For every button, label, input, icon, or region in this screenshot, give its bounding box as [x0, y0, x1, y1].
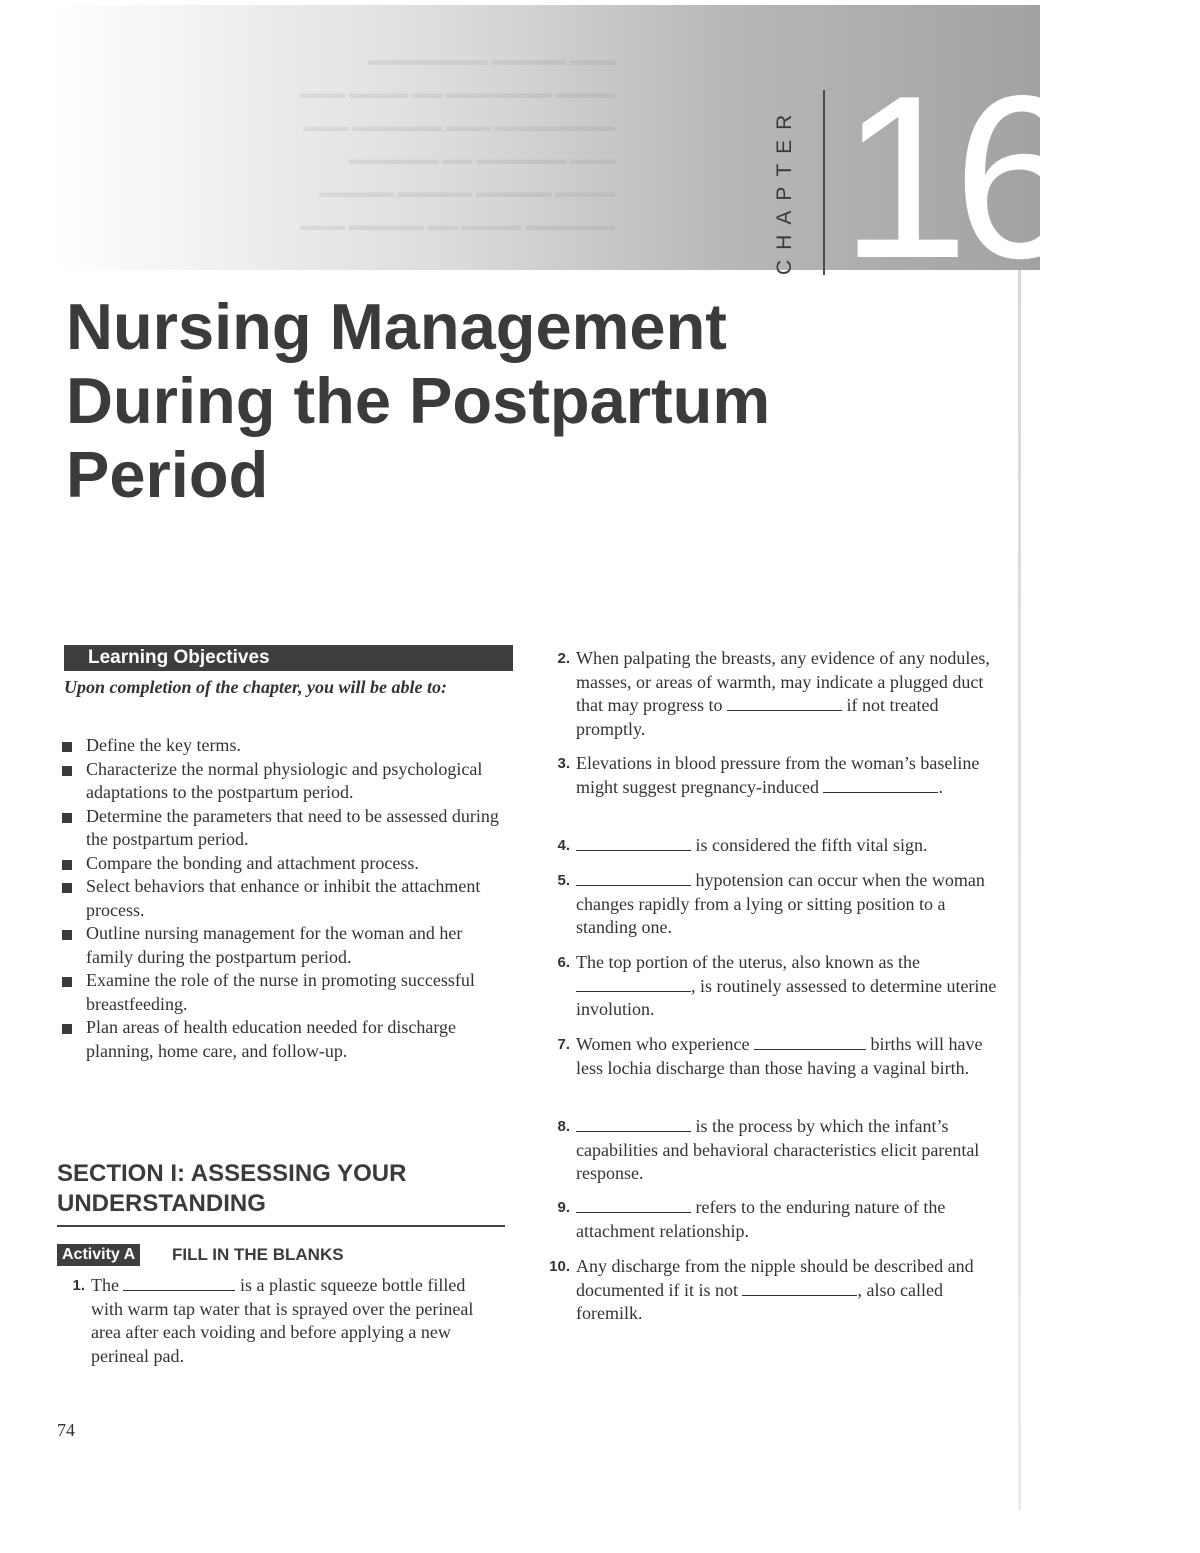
activity-title: FILL IN THE BLANKS: [172, 1245, 344, 1264]
question-text-before: Any discharge from the nipple should be described and documented if it is not: [576, 1256, 974, 1300]
objective-item: Select behaviors that enhance or inhibit the attachment process.: [62, 875, 512, 922]
question-text-before: The top portion of the uterus, also known as the: [576, 952, 920, 972]
answer-blank[interactable]: [823, 777, 938, 793]
answer-blank[interactable]: [742, 1280, 857, 1296]
question-text-after: , also called foremilk.: [576, 1279, 943, 1323]
question-number: 4.: [557, 837, 570, 854]
answer-blank[interactable]: [576, 1116, 691, 1132]
question-7: [540, 1033, 1000, 1080]
chapter-title-line-2: During the Postpartum: [66, 364, 771, 437]
question-text-after: hypotension can occur when the woman changes rapidly from a lying or sitting position to a standing one.: [576, 870, 985, 937]
question-number: 2.: [557, 650, 570, 667]
objective-item: Define the key terms.: [62, 734, 512, 758]
answer-blank[interactable]: [727, 695, 842, 711]
answer-blank[interactable]: [576, 835, 691, 851]
question-number: 10.: [549, 1258, 570, 1275]
chapter-title-line-3: Period: [66, 438, 269, 511]
question-number: 8.: [557, 1118, 570, 1135]
learning-objectives-intro: Upon completion of the chapter, you will be able to:: [64, 677, 447, 697]
answer-blank[interactable]: [576, 870, 691, 886]
chapter-title: [66, 290, 966, 512]
question-text-after: .: [938, 776, 943, 797]
question-number: 6.: [557, 954, 570, 971]
page-edge: [1018, 270, 1021, 1510]
objective-item: Outline nursing management for the woman and her family during the postpartum period.: [62, 922, 512, 969]
question-2: [540, 647, 1000, 741]
question-10: [540, 1255, 1000, 1326]
learning-objectives-heading: Learning Objectives: [64, 645, 513, 671]
answer-blank[interactable]: [754, 1034, 866, 1050]
question-number: 9.: [557, 1199, 570, 1216]
question-text-after: births will have less lochia discharge than those having a vaginal birth.: [576, 1034, 983, 1078]
question-text-before: Women who experience: [576, 1034, 750, 1054]
objective-item: Examine the role of the nurse in promoting successful breastfeeding.: [62, 969, 512, 1016]
chapter-label: CHAPTER: [773, 104, 796, 275]
objective-item: Plan areas of health education needed for discharge planning, home care, and follow-up.: [62, 1016, 512, 1063]
question-text-after: is considered the fifth vital sign.: [695, 835, 928, 855]
section-heading: SECTION I: ASSESSING YOUR UNDERSTANDING: [57, 1160, 407, 1217]
show-through-texture: ▬▬▬ ▬▬▬▬▬ ▬▬▬▬▬▬▬▬ ▬▬▬▬ ▬▬▬▬▬▬▬ ▬▬ ▬▬▬▬ ▬▬▬ ▬▬▬▬▬▬▬▬ ▬▬▬ ▬▬▬▬▬▬ ▬▬▬ ▬▬▬ ▬▬▬▬▬▬ ▬▬ ▬▬▬▬▬▬ ▬▬▬▬ ▬▬▬▬▬ ▬▬▬▬▬ ▬▬▬▬▬ ▬▬▬▬▬▬ ▬▬▬▬ ▬▬ ▬▬▬▬▬ ▬▬▬: [300, 53, 615, 234]
question-4: [540, 834, 1000, 858]
question-9: [540, 1196, 1000, 1243]
activity-badge: Activity A: [57, 1244, 140, 1266]
question-number: 7.: [557, 1036, 570, 1053]
objective-item: Determine the parameters that need to be assessed during the postpartum period.: [62, 805, 512, 852]
question-text-before: When palpating the breasts, any evidence of any nodules, masses, or areas of warmth, may indicate a plugged duct that may progress to: [576, 648, 990, 715]
question-text-before: Elevations in blood pressure from the woman’s baseline might suggest pregnancy-induced: [576, 753, 980, 797]
question-5: [540, 869, 1000, 940]
answer-blank[interactable]: [123, 1275, 235, 1291]
question-8: [540, 1115, 1000, 1186]
chapter-title-line-1: Nursing Management: [66, 290, 727, 363]
question-number: 5.: [557, 872, 570, 889]
answer-blank[interactable]: [576, 976, 691, 992]
question-3: [540, 752, 1000, 799]
learning-objectives-list: [62, 734, 512, 1063]
objective-item: Characterize the normal physiologic and psychological adaptations to the postpartum period.: [62, 758, 512, 805]
question-text-after: , is routinely assessed to determine uterine involution.: [576, 975, 997, 1019]
question-text-after: refers to the enduring nature of the attachment relationship.: [576, 1197, 946, 1241]
question-text-after: is a plastic squeeze bottle filled with warm tap water that is sprayed over the perineal area after each voiding and before applying a new perineal pad.: [91, 1275, 474, 1366]
answer-blank[interactable]: [576, 1197, 691, 1213]
question-6: [540, 951, 1000, 1022]
objective-item: Compare the bonding and attachment process.: [62, 852, 512, 876]
question-1: [55, 1274, 500, 1368]
question-text-after: is the process by which the infant’s capabilities and behavioral characteristics elicit parental response.: [576, 1116, 980, 1183]
chapter-number: 16: [840, 48, 1067, 307]
chapter-divider: [823, 90, 825, 275]
question-text-after: if not treated promptly.: [576, 695, 939, 739]
page-number: 74: [57, 1420, 75, 1440]
question-number: 1.: [72, 1277, 85, 1294]
question-number: 3.: [557, 755, 570, 772]
chapter-banner: [55, 5, 1067, 307]
section-divider: [57, 1225, 505, 1227]
question-text-before: The: [91, 1275, 119, 1295]
